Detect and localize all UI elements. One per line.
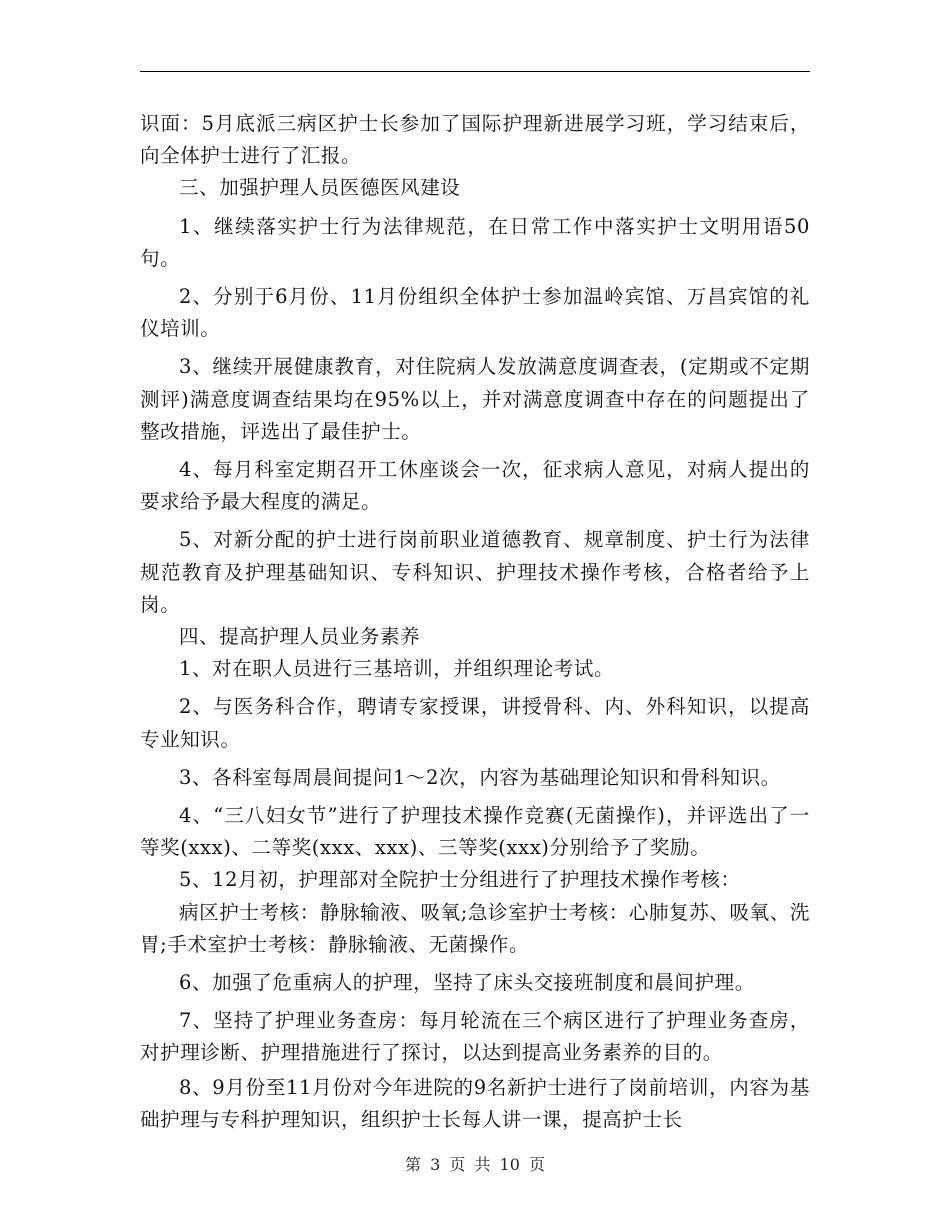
paragraph-3-5: 5、对新分配的护士进行岗前职业道德教育、规章制度、护士行为法律规范教育及护理基础知识、专科知识、护理技术操作考核，合格者给予上岗。 [140, 528, 810, 616]
paragraph-4-7: 7、坚持了护理业务查房：每月轮流在三个病区进行了护理业务查房，对护理诊断、护理措施进行了探讨，以达到提高业务素养的目的。 [140, 1009, 810, 1065]
paragraph-4-5-detail: 病区护士考核：静脉输液、吸氧;急诊室护士考核：心肺复苏、吸氧、洗胃;手术室护士考核：静脉输液、无菌操作。 [140, 900, 810, 956]
section-heading-4: 四、提高护理人员业务素养 [179, 625, 421, 649]
paragraph-3-4: 4、每月科室定期召开工休座谈会一次，征求病人意见，对病人提出的要求给予最大程度的满足。 [140, 458, 810, 514]
paragraph-4-2: 2、与医务科合作，聘请专家授课，讲授骨科、内、外科知识，以提高专业知识。 [140, 695, 810, 751]
paragraph-3-3: 3、继续开展健康教育，对住院病人发放满意度调查表，(定期或不定期测评)满意度调查结果均在95%以上，并对满意度调查中存在的问题提出了整改措施，评选出了最佳护士。 [140, 355, 810, 443]
paragraph-1: 识面：5月底派三病区护士长参加了国际护理新进展学习班，学习结束后，向全体护士进行了汇报。 [140, 112, 810, 168]
paragraph-4-8: 8、9月份至11月份对今年进院的9名新护士进行了岗前培训，内容为基础护理与专科护理知识，组织护士长每人讲一课，提高护士长 [140, 1075, 810, 1131]
paragraph-4-5: 5、12月初，护理部对全院护士分组进行了护理技术操作考核： [179, 868, 741, 892]
header-rule [140, 71, 810, 72]
paragraph-3-1: 1、继续落实护士行为法律规范，在日常工作中落实护士文明用语50句。 [140, 214, 810, 270]
paragraph-3-2: 2、分别于6月份、11月份组织全体护士参加温岭宾馆、万昌宾馆的礼仪培训。 [140, 285, 810, 341]
paragraph-4-6: 6、加强了危重病人的护理，坚持了床头交接班制度和晨间护理。 [179, 971, 755, 995]
paragraph-4-1: 1、对在职人员进行三基培训，并组织理论考试。 [179, 657, 615, 681]
document-body [140, 108, 810, 1136]
paragraph-4-4: 4、“三八妇女节”进行了护理技术操作竞赛(无菌操作)，并评选出了一等奖(xxx)、二等奖(xxx、xxx)、三等奖(xxx)分别给予了奖励。 [140, 804, 810, 860]
page-footer: 第 3 页 共 10 页 [405, 1155, 545, 1174]
paragraph-4-3: 3、各科室每周晨间提问1～2次，内容为基础理论知识和骨科知识。 [179, 765, 781, 789]
section-heading-3: 三、加强护理人员医德医风建设 [179, 176, 461, 200]
